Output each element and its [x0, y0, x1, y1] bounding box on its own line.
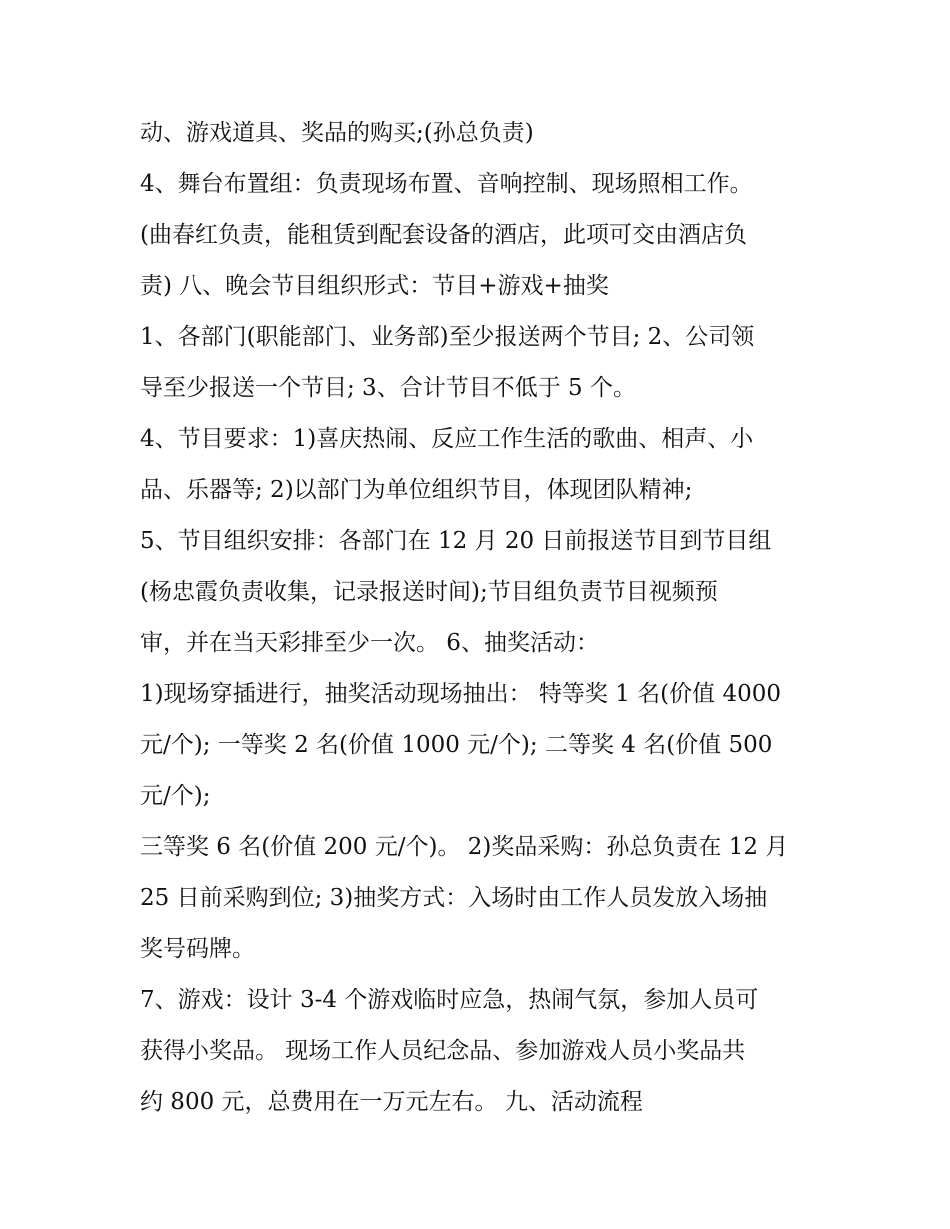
text-line: (杨忠霞负责收集，记录报送时间);节目组负责节目视频预: [140, 579, 718, 605]
text-line: 获得小奖品。 现场工作人员纪念品、参加游戏人员小奖品共: [140, 1038, 746, 1064]
text-line: 4、舞台布置组：负责现场布置、音响控制、现场照相工作。: [140, 171, 753, 197]
text-line: (曲春红负责，能租赁到配套设备的酒店，此项可交由酒店负: [140, 222, 747, 248]
text-line: 7、游戏：设计 3-4 个游戏临时应急，热闹气氛，参加人员可: [140, 987, 759, 1013]
text-line: 元/个);: [140, 783, 211, 809]
text-line: 责) 八、晚会节目组织形式：节目+游戏+抽奖: [140, 273, 609, 299]
text-line: 三等奖 6 名(价值 200 元/个)。 2)奖品采购：孙总负责在 12 月: [140, 834, 789, 860]
text-line: 元/个); 一等奖 2 名(价值 1000 元/个); 二等奖 4 名(价值 500: [140, 732, 773, 758]
text-line: 奖号码牌。: [140, 936, 255, 962]
text-line: 25 日前采购到位; 3)抽奖方式：入场时由工作人员发放入场抽: [140, 885, 768, 911]
text-line: 动、游戏道具、奖品的购买;(孙总负责): [140, 120, 534, 146]
text-line: 4、节目要求：1)喜庆热闹、反应工作生活的歌曲、相声、小: [140, 426, 754, 452]
text-line: 1)现场穿插进行，抽奖活动现场抽出： 特等奖 1 名(价值 4000: [140, 681, 781, 707]
text-line: 审，并在当天彩排至少一次。 6、抽奖活动：: [140, 630, 599, 656]
document-body: [140, 108, 820, 1128]
text-line: 导至少报送一个节目; 3、合计节目不低于 5 个。: [140, 375, 636, 401]
text-line: 约 800 元，总费用在一万元左右。 九、活动流程: [140, 1089, 643, 1115]
text-line: 5、节目组织安排：各部门在 12 月 20 日前报送节目到节目组: [140, 528, 772, 554]
text-line: 品、乐器等; 2)以部门为单位组织节目，体现团队精神;: [140, 477, 693, 503]
text-line: 1、各部门(职能部门、业务部)至少报送两个节目; 2、公司领: [140, 324, 755, 350]
